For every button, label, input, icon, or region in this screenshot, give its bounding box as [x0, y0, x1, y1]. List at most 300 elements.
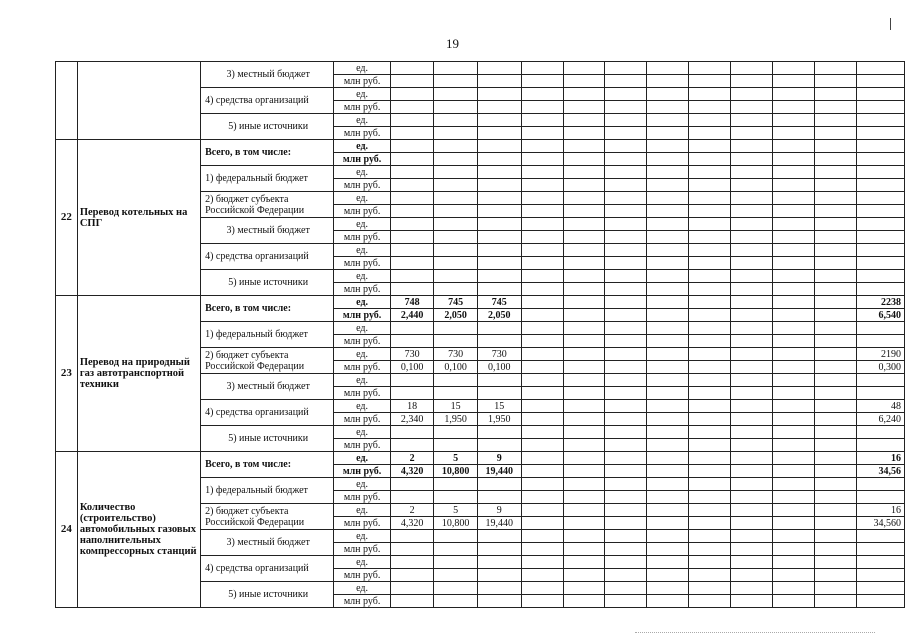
value-cell [731, 205, 773, 218]
value-cell [521, 439, 563, 452]
value-cell [563, 322, 605, 335]
unit-label: ед. [334, 114, 391, 127]
funding-source: 2) бюджет субъекта Российской Федерации [201, 504, 334, 530]
unit-label: ед. [334, 478, 391, 491]
value-cell [815, 582, 857, 595]
budget-table [55, 61, 905, 608]
value-cell [605, 205, 647, 218]
value-cell [815, 426, 857, 439]
value-cell [731, 361, 773, 374]
total-cell [857, 582, 905, 595]
value-cell [563, 556, 605, 569]
total-cell [857, 322, 905, 335]
value-cell [689, 205, 731, 218]
total-cell [857, 140, 905, 153]
value-cell [731, 465, 773, 478]
value-cell [390, 114, 433, 127]
value-cell [815, 192, 857, 205]
value-cell [773, 88, 815, 101]
value-cell: 2 [390, 452, 433, 465]
value-cell [563, 348, 605, 361]
total-cell: 0,300 [857, 361, 905, 374]
value-cell [647, 218, 689, 231]
total-cell [857, 62, 905, 75]
funding-source: 5) иные источники [201, 114, 334, 140]
value-cell [731, 75, 773, 88]
unit-label: млн руб. [334, 231, 391, 244]
value-cell [605, 231, 647, 244]
value-cell [434, 387, 478, 400]
total-cell [857, 595, 905, 608]
value-cell [434, 270, 478, 283]
value-cell [477, 374, 521, 387]
value-cell [773, 205, 815, 218]
value-cell [731, 387, 773, 400]
value-cell [390, 322, 433, 335]
value-cell [773, 244, 815, 257]
unit-label: ед. [334, 582, 391, 595]
value-cell [390, 270, 433, 283]
value-cell [647, 244, 689, 257]
value-cell [521, 504, 563, 517]
table-row [56, 62, 905, 75]
funding-source: Всего, в том числе: [201, 296, 334, 322]
value-cell [390, 62, 433, 75]
value-cell [647, 205, 689, 218]
value-cell [689, 335, 731, 348]
value-cell [647, 88, 689, 101]
value-cell [815, 595, 857, 608]
unit-label: млн руб. [334, 517, 391, 530]
value-cell [605, 166, 647, 179]
value-cell [773, 283, 815, 296]
value-cell [390, 179, 433, 192]
total-cell [857, 478, 905, 491]
value-cell [731, 400, 773, 413]
value-cell [647, 62, 689, 75]
value-cell [731, 192, 773, 205]
value-cell [477, 192, 521, 205]
total-cell [857, 88, 905, 101]
row-number: 24 [56, 452, 78, 608]
value-cell [434, 179, 478, 192]
funding-source: Всего, в том числе: [201, 452, 334, 478]
value-cell [731, 244, 773, 257]
value-cell [773, 530, 815, 543]
funding-source: Всего, в том числе: [201, 140, 334, 166]
value-cell [605, 283, 647, 296]
value-cell [689, 270, 731, 283]
measure-name: Количество (строительство) автомобильных газовых наполнительных компрессорных станций [77, 452, 200, 608]
value-cell [434, 439, 478, 452]
value-cell [477, 582, 521, 595]
value-cell [563, 517, 605, 530]
value-cell: 0,100 [477, 361, 521, 374]
value-cell [521, 387, 563, 400]
value-cell [731, 166, 773, 179]
value-cell [689, 400, 731, 413]
value-cell [563, 439, 605, 452]
funding-source: 3) местный бюджет [201, 62, 334, 88]
value-cell [689, 127, 731, 140]
value-cell [689, 322, 731, 335]
unit-label: ед. [334, 270, 391, 283]
value-cell [563, 400, 605, 413]
value-cell [773, 140, 815, 153]
total-cell: 2190 [857, 348, 905, 361]
value-cell [563, 114, 605, 127]
value-cell [773, 465, 815, 478]
value-cell [731, 309, 773, 322]
value-cell [477, 387, 521, 400]
value-cell [563, 374, 605, 387]
value-cell [731, 491, 773, 504]
total-cell [857, 166, 905, 179]
value-cell [689, 543, 731, 556]
value-cell [521, 543, 563, 556]
value-cell [477, 179, 521, 192]
value-cell [605, 179, 647, 192]
value-cell [434, 335, 478, 348]
value-cell [434, 218, 478, 231]
total-cell [857, 387, 905, 400]
value-cell [477, 322, 521, 335]
value-cell [390, 595, 433, 608]
value-cell [390, 88, 433, 101]
funding-source: 2) бюджет субъекта Российской Федерации [201, 192, 334, 218]
value-cell [689, 452, 731, 465]
value-cell: 2,440 [390, 309, 433, 322]
value-cell [815, 270, 857, 283]
unit-label: ед. [334, 504, 391, 517]
value-cell: 19,440 [477, 517, 521, 530]
value-cell [773, 335, 815, 348]
value-cell [477, 270, 521, 283]
value-cell [815, 166, 857, 179]
unit-label: млн руб. [334, 465, 391, 478]
value-cell [647, 452, 689, 465]
value-cell [434, 543, 478, 556]
value-cell [647, 569, 689, 582]
value-cell [773, 114, 815, 127]
value-cell [477, 153, 521, 166]
value-cell [815, 127, 857, 140]
value-cell [647, 413, 689, 426]
value-cell [647, 478, 689, 491]
value-cell [815, 335, 857, 348]
unit-label: ед. [334, 400, 391, 413]
value-cell [815, 231, 857, 244]
value-cell [689, 244, 731, 257]
value-cell [773, 192, 815, 205]
value-cell [773, 400, 815, 413]
value-cell [815, 361, 857, 374]
value-cell: 9 [477, 504, 521, 517]
total-cell [857, 179, 905, 192]
value-cell [731, 88, 773, 101]
value-cell [390, 426, 433, 439]
value-cell [605, 153, 647, 166]
value-cell [605, 556, 647, 569]
value-cell [815, 517, 857, 530]
value-cell [689, 491, 731, 504]
value-cell [815, 153, 857, 166]
value-cell [563, 426, 605, 439]
page-number: 19 [446, 36, 459, 51]
value-cell [434, 530, 478, 543]
funding-source: 1) федеральный бюджет [201, 322, 334, 348]
value-cell [731, 127, 773, 140]
unit-label: млн руб. [334, 75, 391, 88]
value-cell [563, 530, 605, 543]
funding-source: 3) местный бюджет [201, 374, 334, 400]
funding-source: 2) бюджет субъекта Российской Федерации [201, 348, 334, 374]
funding-source: 4) средства организаций [201, 556, 334, 582]
value-cell [815, 348, 857, 361]
unit-label: ед. [334, 244, 391, 257]
value-cell [731, 504, 773, 517]
value-cell [390, 439, 433, 452]
funding-source: 3) местный бюджет [201, 530, 334, 556]
value-cell [477, 556, 521, 569]
value-cell [563, 153, 605, 166]
value-cell [434, 374, 478, 387]
value-cell [815, 530, 857, 543]
value-cell [563, 452, 605, 465]
value-cell [477, 569, 521, 582]
budget-table-wrap [55, 61, 905, 608]
value-cell [521, 114, 563, 127]
total-cell [857, 374, 905, 387]
value-cell [647, 75, 689, 88]
value-cell [815, 569, 857, 582]
value-cell [605, 218, 647, 231]
value-cell [477, 478, 521, 491]
unit-label: ед. [334, 140, 391, 153]
value-cell [390, 257, 433, 270]
value-cell [521, 491, 563, 504]
value-cell [731, 335, 773, 348]
total-cell: 2238 [857, 296, 905, 309]
value-cell [689, 374, 731, 387]
value-cell [815, 140, 857, 153]
value-cell [689, 231, 731, 244]
value-cell [563, 270, 605, 283]
value-cell [521, 478, 563, 491]
value-cell [434, 62, 478, 75]
total-cell [857, 556, 905, 569]
value-cell [605, 361, 647, 374]
value-cell [815, 439, 857, 452]
row-number [56, 62, 78, 140]
value-cell [689, 426, 731, 439]
value-cell [773, 231, 815, 244]
value-cell [434, 127, 478, 140]
value-cell [563, 413, 605, 426]
value-cell [521, 75, 563, 88]
value-cell [815, 257, 857, 270]
value-cell [605, 374, 647, 387]
value-cell [815, 179, 857, 192]
value-cell: 730 [477, 348, 521, 361]
value-cell [434, 140, 478, 153]
value-cell [477, 101, 521, 114]
value-cell [563, 179, 605, 192]
value-cell [731, 296, 773, 309]
value-cell [521, 127, 563, 140]
value-cell [689, 166, 731, 179]
value-cell [647, 530, 689, 543]
value-cell [477, 127, 521, 140]
value-cell [773, 348, 815, 361]
value-cell [390, 218, 433, 231]
value-cell [773, 75, 815, 88]
value-cell [434, 114, 478, 127]
value-cell: 15 [434, 400, 478, 413]
total-cell [857, 530, 905, 543]
value-cell [390, 153, 433, 166]
value-cell [689, 387, 731, 400]
value-cell [689, 75, 731, 88]
value-cell [563, 218, 605, 231]
value-cell: 4,320 [390, 465, 433, 478]
value-cell [815, 400, 857, 413]
unit-label: ед. [334, 348, 391, 361]
value-cell [731, 179, 773, 192]
value-cell [605, 504, 647, 517]
value-cell [521, 179, 563, 192]
value-cell [563, 582, 605, 595]
value-cell [773, 218, 815, 231]
value-cell [390, 205, 433, 218]
table-row [56, 140, 905, 153]
measure-name [77, 62, 200, 140]
value-cell [521, 140, 563, 153]
value-cell [689, 569, 731, 582]
value-cell [731, 140, 773, 153]
value-cell: 15 [477, 400, 521, 413]
value-cell [605, 114, 647, 127]
value-cell [647, 582, 689, 595]
value-cell [434, 257, 478, 270]
value-cell [689, 530, 731, 543]
unit-label: млн руб. [334, 309, 391, 322]
total-cell [857, 257, 905, 270]
value-cell [647, 270, 689, 283]
value-cell [521, 530, 563, 543]
unit-label: ед. [334, 218, 391, 231]
value-cell [689, 283, 731, 296]
value-cell [647, 114, 689, 127]
value-cell [521, 205, 563, 218]
value-cell [563, 543, 605, 556]
value-cell [815, 283, 857, 296]
value-cell [815, 244, 857, 257]
value-cell [815, 101, 857, 114]
unit-label: ед. [334, 88, 391, 101]
total-cell: 48 [857, 400, 905, 413]
value-cell [647, 465, 689, 478]
value-cell [689, 257, 731, 270]
value-cell [647, 179, 689, 192]
value-cell [689, 504, 731, 517]
funding-source: 5) иные источники [201, 270, 334, 296]
value-cell [689, 478, 731, 491]
value-cell [390, 192, 433, 205]
value-cell: 730 [434, 348, 478, 361]
value-cell [815, 543, 857, 556]
value-cell [815, 114, 857, 127]
total-cell [857, 231, 905, 244]
unit-label: млн руб. [334, 257, 391, 270]
value-cell [647, 166, 689, 179]
value-cell: 4,320 [390, 517, 433, 530]
value-cell [815, 309, 857, 322]
value-cell [390, 335, 433, 348]
value-cell [605, 582, 647, 595]
unit-label: ед. [334, 192, 391, 205]
value-cell [689, 62, 731, 75]
value-cell [390, 530, 433, 543]
value-cell [390, 556, 433, 569]
value-cell [605, 322, 647, 335]
value-cell [434, 322, 478, 335]
value-cell [477, 88, 521, 101]
total-cell [857, 270, 905, 283]
value-cell [521, 556, 563, 569]
value-cell [647, 439, 689, 452]
value-cell [731, 517, 773, 530]
value-cell [605, 426, 647, 439]
total-cell [857, 244, 905, 257]
total-cell [857, 491, 905, 504]
unit-label: ед. [334, 166, 391, 179]
unit-label: млн руб. [334, 569, 391, 582]
total-cell [857, 218, 905, 231]
value-cell [731, 543, 773, 556]
value-cell [815, 387, 857, 400]
unit-label: млн руб. [334, 413, 391, 426]
value-cell [647, 257, 689, 270]
unit-label: ед. [334, 556, 391, 569]
value-cell: 1,950 [477, 413, 521, 426]
value-cell [605, 75, 647, 88]
value-cell [390, 491, 433, 504]
total-cell [857, 205, 905, 218]
table-body [56, 62, 905, 608]
value-cell [773, 478, 815, 491]
total-cell [857, 75, 905, 88]
value-cell [605, 244, 647, 257]
value-cell [390, 283, 433, 296]
value-cell [647, 127, 689, 140]
value-cell: 19,440 [477, 465, 521, 478]
value-cell [647, 153, 689, 166]
value-cell [477, 595, 521, 608]
value-cell [731, 452, 773, 465]
value-cell [773, 62, 815, 75]
total-cell [857, 569, 905, 582]
value-cell [773, 101, 815, 114]
value-cell [731, 101, 773, 114]
value-cell: 18 [390, 400, 433, 413]
value-cell [605, 140, 647, 153]
value-cell [773, 595, 815, 608]
value-cell [434, 595, 478, 608]
value-cell [815, 296, 857, 309]
value-cell [647, 374, 689, 387]
value-cell [563, 244, 605, 257]
